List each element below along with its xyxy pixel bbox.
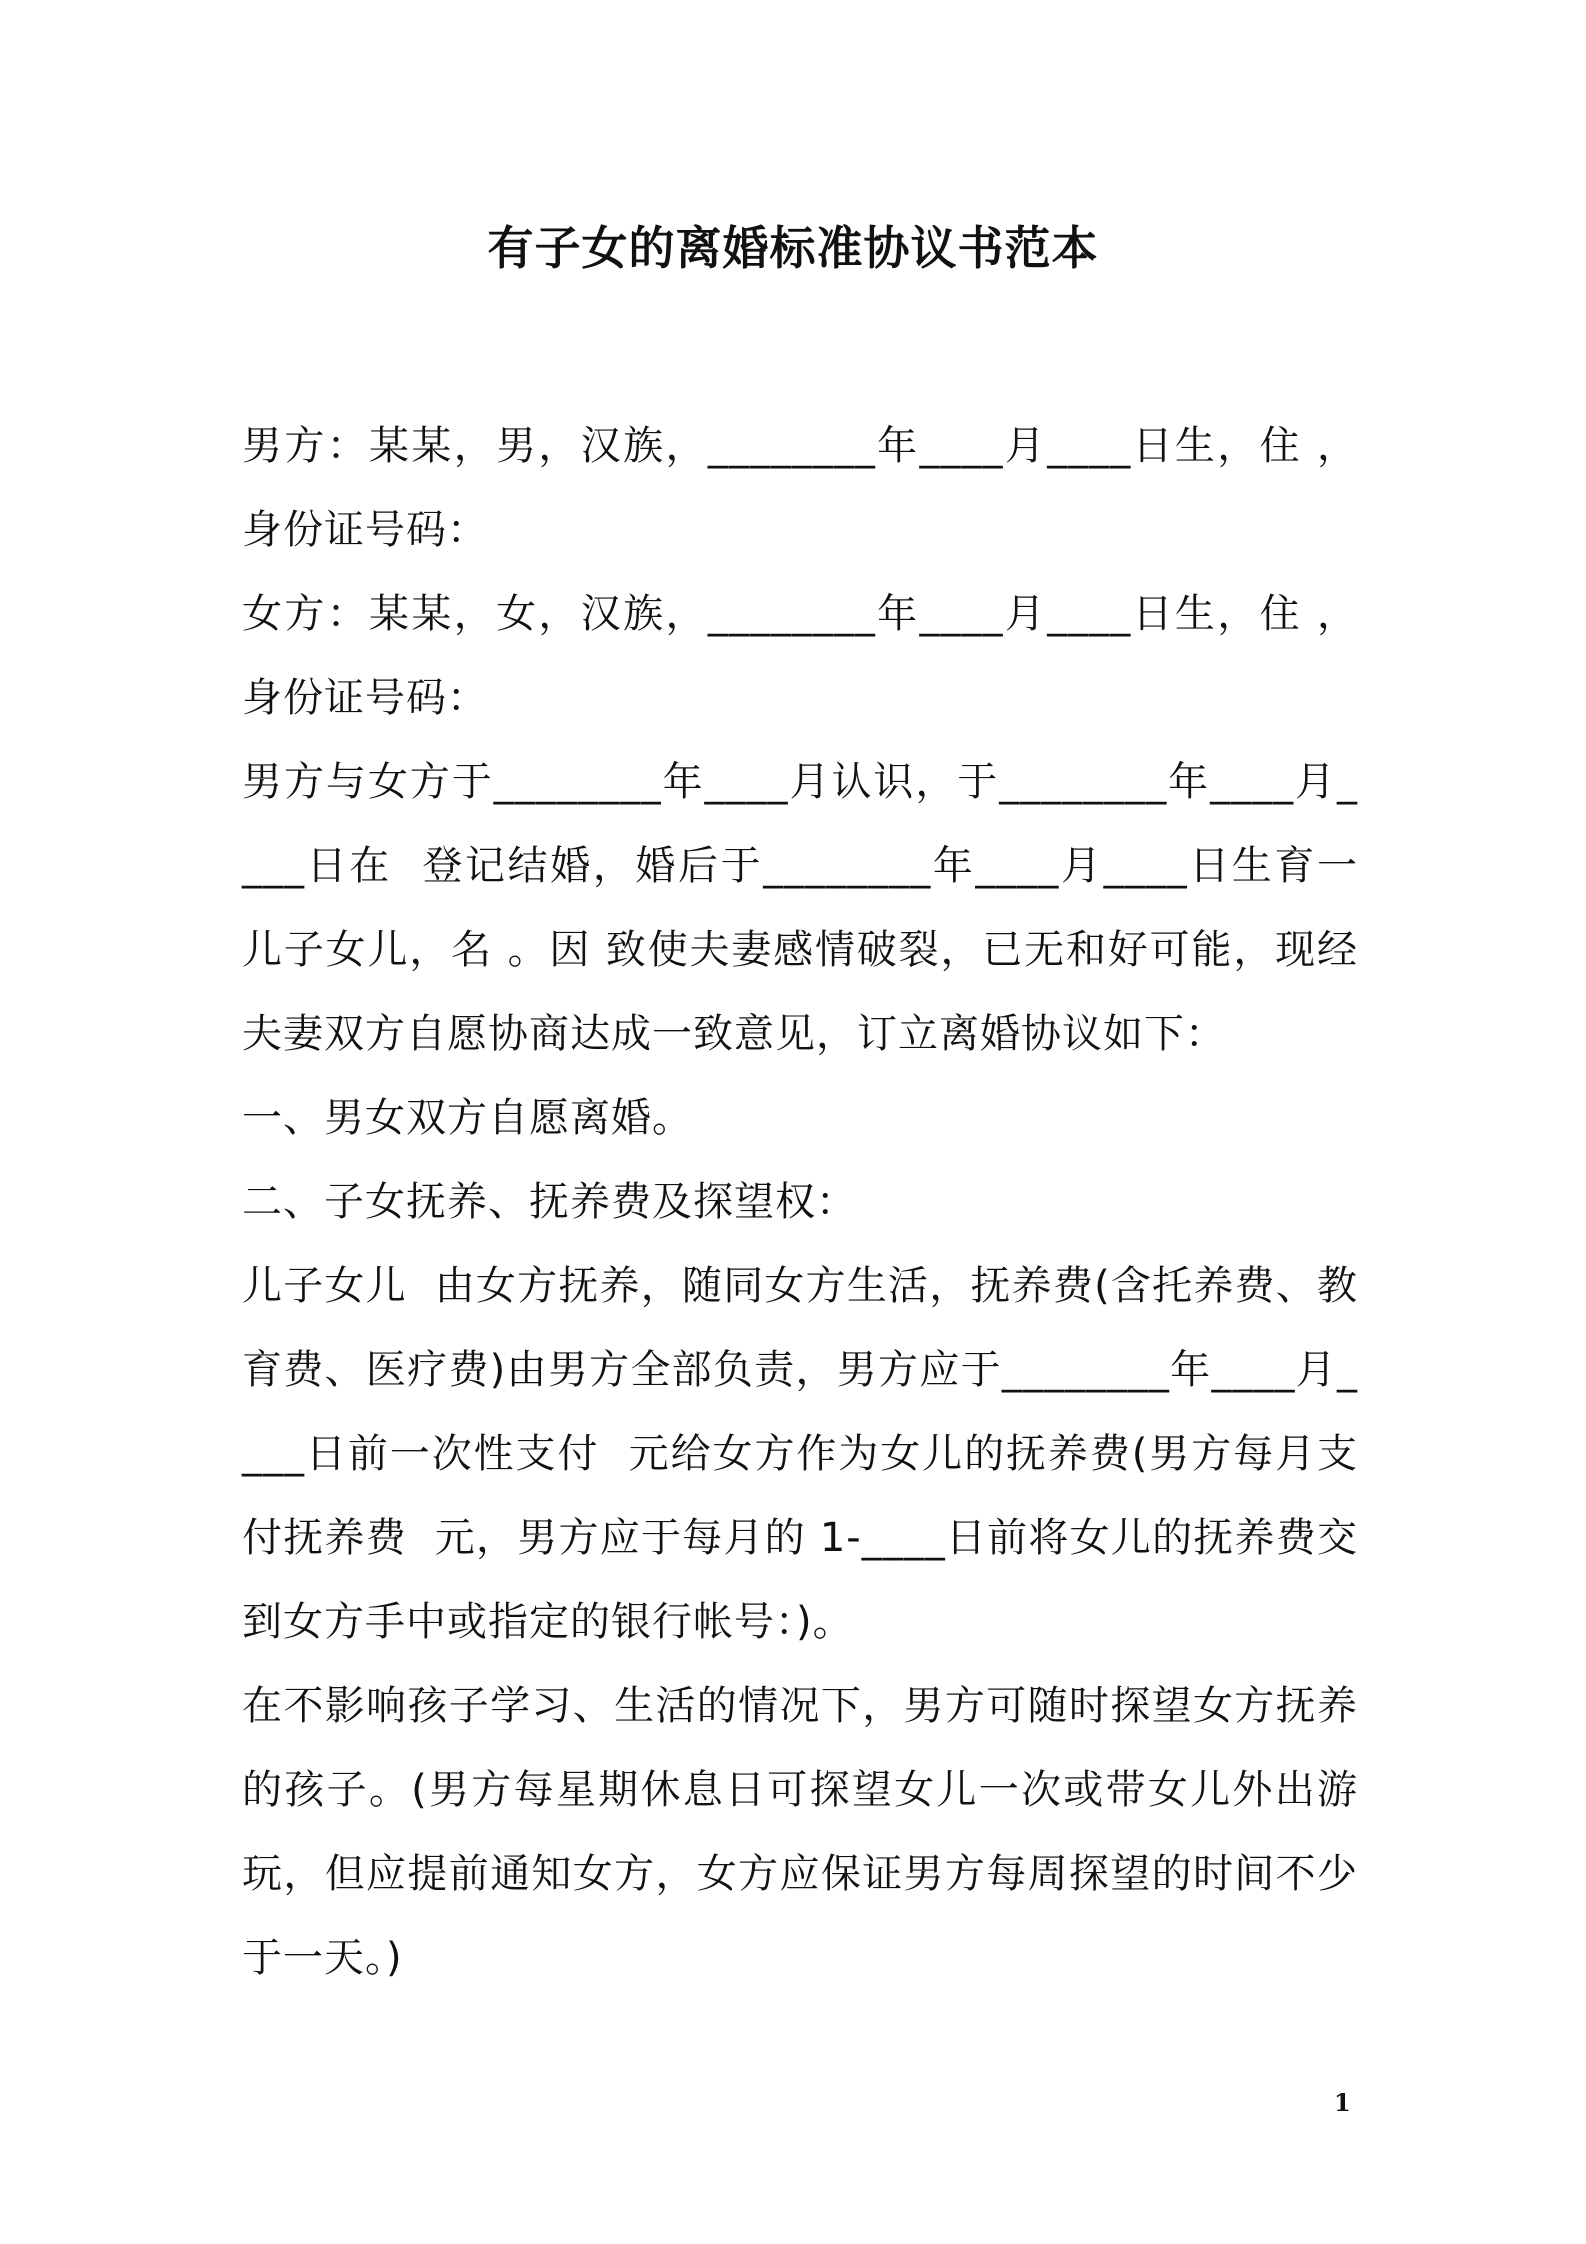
clause-two-heading: 二、子女抚养、抚养费及探望权： <box>242 1179 857 1225</box>
page-number: 1 <box>1334 2088 1351 2117</box>
clause-one: 一、男女双方自愿离婚。 <box>242 1095 693 1141</box>
paragraph-child-custody: 儿子女儿 由女方抚养，随同女方生活，抚养费(含托养费、教育费、医疗费)由男方全部负责，男方应于________年____月____日前一次性支付 元给女方作为女儿的抚养费(男方每月支付抚养费 元，男方应于每月的 1-____日前将女儿的抚养费交到女方手中或指定的银行帐号：)。 <box>242 1263 1358 1645</box>
paragraph-male-party: 男方：某某，男，汉族，________年____月____日生，住 ，身份证号码： <box>242 423 1358 553</box>
paragraph-visitation: 在不影响孩子学习、生活的情况下，男方可随时探望女方抚养的孩子。(男方每星期休息日可探望女儿一次或带女儿外出游玩，但应提前通知女方，女方应保证男方每周探望的时间不少于一天。) <box>242 1683 1358 1981</box>
document-title: 有子女的离婚标准协议书范本 <box>487 221 1099 275</box>
paragraph-marriage-background: 男方与女方于________年____月认识，于________年____月____日在 登记结婚，婚后于________年____月____日生育一儿子女儿，名 。因 致使夫妻感情破裂，已无和好可能，现经夫妻双方自愿协商达成一致意见，订立离婚协议如下： <box>242 759 1358 1057</box>
document-body <box>242 404 1358 2000</box>
paragraph-female-party: 女方：某某，女，汉族，________年____月____日生，住 ，身份证号码： <box>242 591 1358 721</box>
